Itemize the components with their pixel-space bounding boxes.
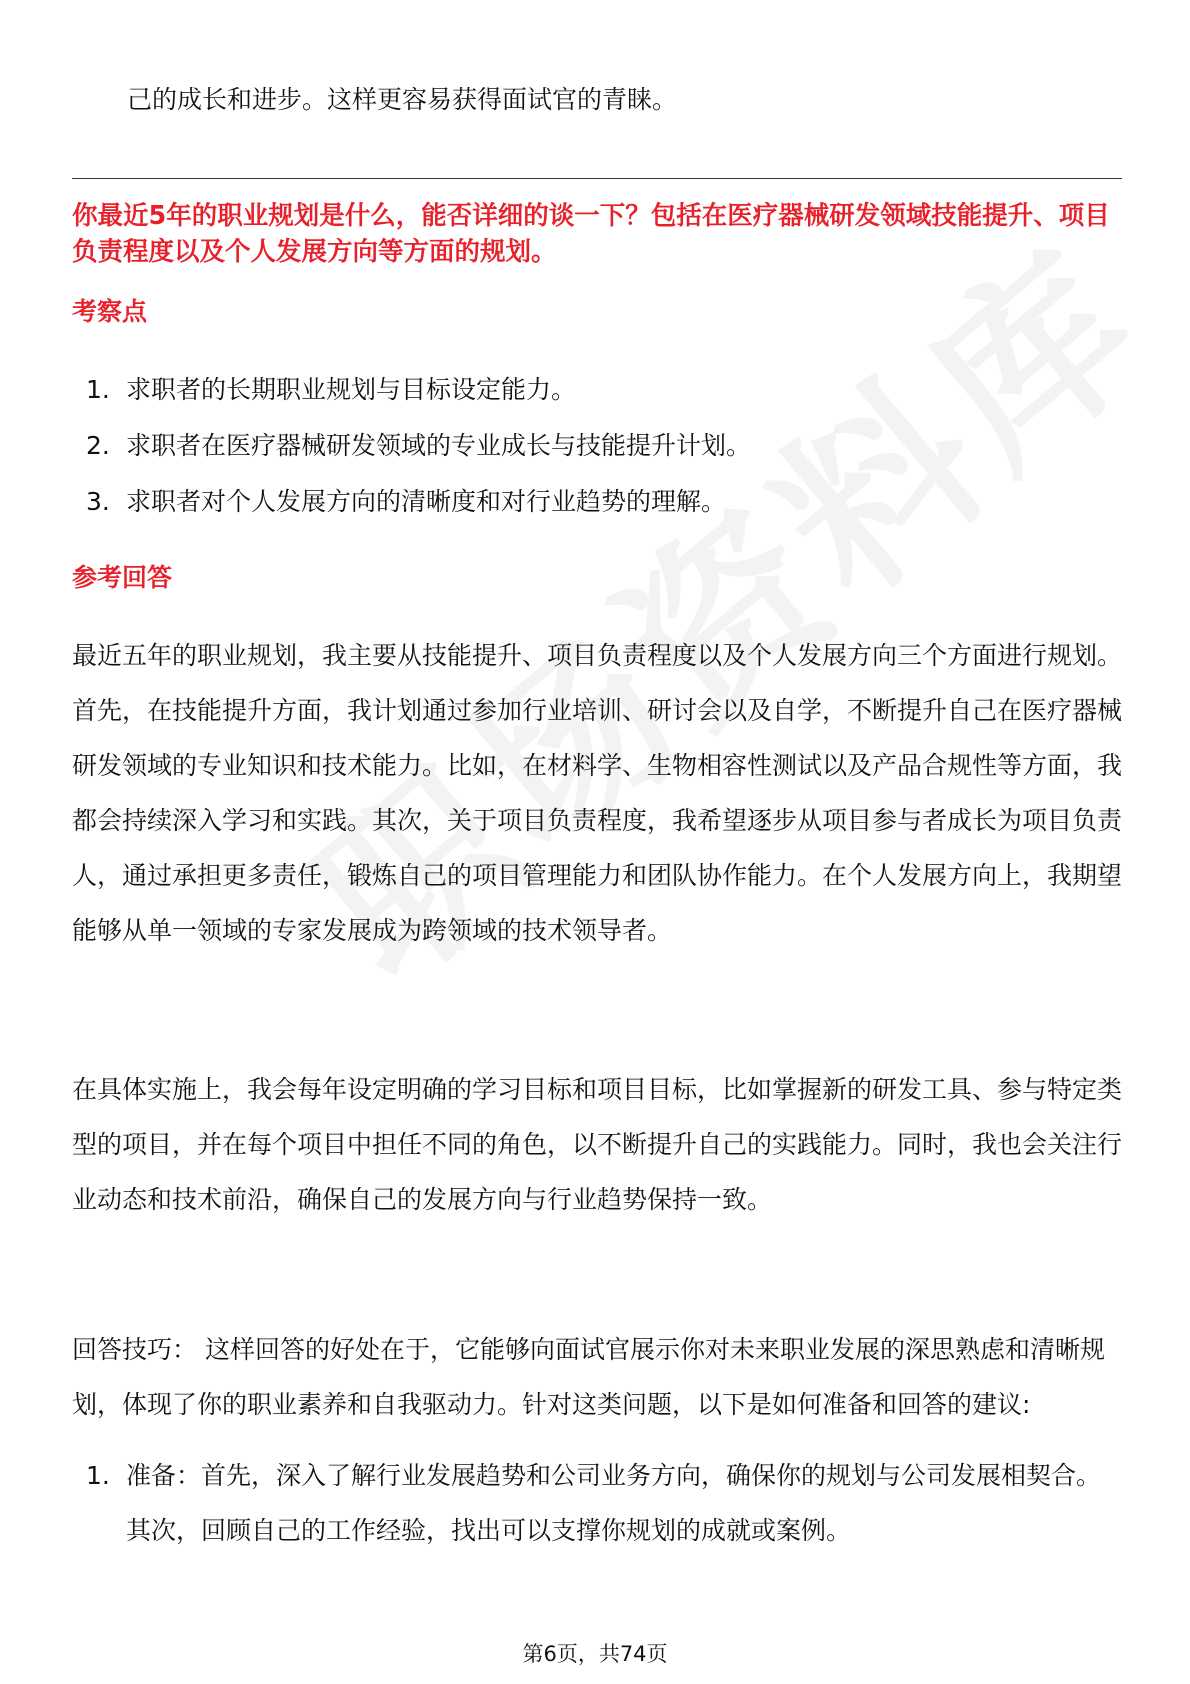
section-divider	[72, 178, 1122, 179]
list-number: 2.	[86, 431, 110, 460]
list-item-text: 求职者对个人发展方向的清晰度和对行业趋势的理解。	[126, 487, 727, 516]
list-item-text: 准备：首先，深入了解行业发展趋势和公司业务方向，确保你的规划与公司发展相契合。其次，回顾自己的工作经验，找出可以支撑你规划的成就或案例。	[126, 1461, 1102, 1545]
answer-paragraph: 最近五年的职业规划，我主要从技能提升、项目负责程度以及个人发展方向三个方面进行规划。首先，在技能提升方面，我计划通过参加行业培训、研讨会以及自学，不断提升自己在医疗器械研发领域的专业知识和技术能力。比如，在材料学、生物相容性测试以及产品合规性等方面，我都会持续深入学习和实践。其次，关于项目负责程度，我希望逐步从项目参与者成长为项目负责人，通过承担更多责任，锻炼自己的项目管理能力和团队协作能力。在个人发展方向上，我期望能够从单一领域的专家发展成为跨领域的技术领导者。	[72, 641, 1123, 945]
list-number: 1.	[86, 1461, 110, 1490]
points-heading: 考察点	[72, 297, 148, 326]
list-item	[72, 362, 1122, 418]
continuation-text: 己的成长和进步。这样更容易获得面试官的青睐。	[127, 85, 678, 114]
list-item-text: 求职者在医疗器械研发领域的专业成长与技能提升计划。	[126, 431, 752, 460]
list-item	[72, 418, 1122, 474]
tips-intro-paragraph: 回答技巧： 这样回答的好处在于，它能够向面试官展示你对未来职业发展的深思熟虑和清晰规划，体现了你的职业素养和自我驱动力。针对这类问题，以下是如何准备和回答的建议:	[72, 1335, 1105, 1419]
list-item-text: 求职者的长期职业规划与目标设定能力。	[126, 375, 577, 404]
answer-paragraph: 在具体实施上，我会每年设定明确的学习目标和项目目标，比如掌握新的研发工具、参与特定类型的项目，并在每个项目中担任不同的角色，以不断提升自己的实践能力。同时，我也会关注行业动态和技术前沿，确保自己的发展方向与行业趋势保持一致。	[72, 1075, 1123, 1214]
list-number: 3.	[86, 487, 110, 516]
list-item	[72, 1448, 1122, 1558]
question-title: 你最近5年的职业规划是什么，能否详细的谈一下？包括在医疗器械研发领域技能提升、项目负责程度以及个人发展方向等方面的规划。	[72, 201, 1110, 267]
points-list	[72, 362, 1122, 530]
list-number: 1.	[86, 375, 110, 404]
page-footer: 第6页，共74页	[522, 1642, 668, 1666]
answer-heading: 参考回答	[72, 563, 173, 592]
list-item	[72, 474, 1122, 530]
tips-list	[72, 1448, 1122, 1558]
